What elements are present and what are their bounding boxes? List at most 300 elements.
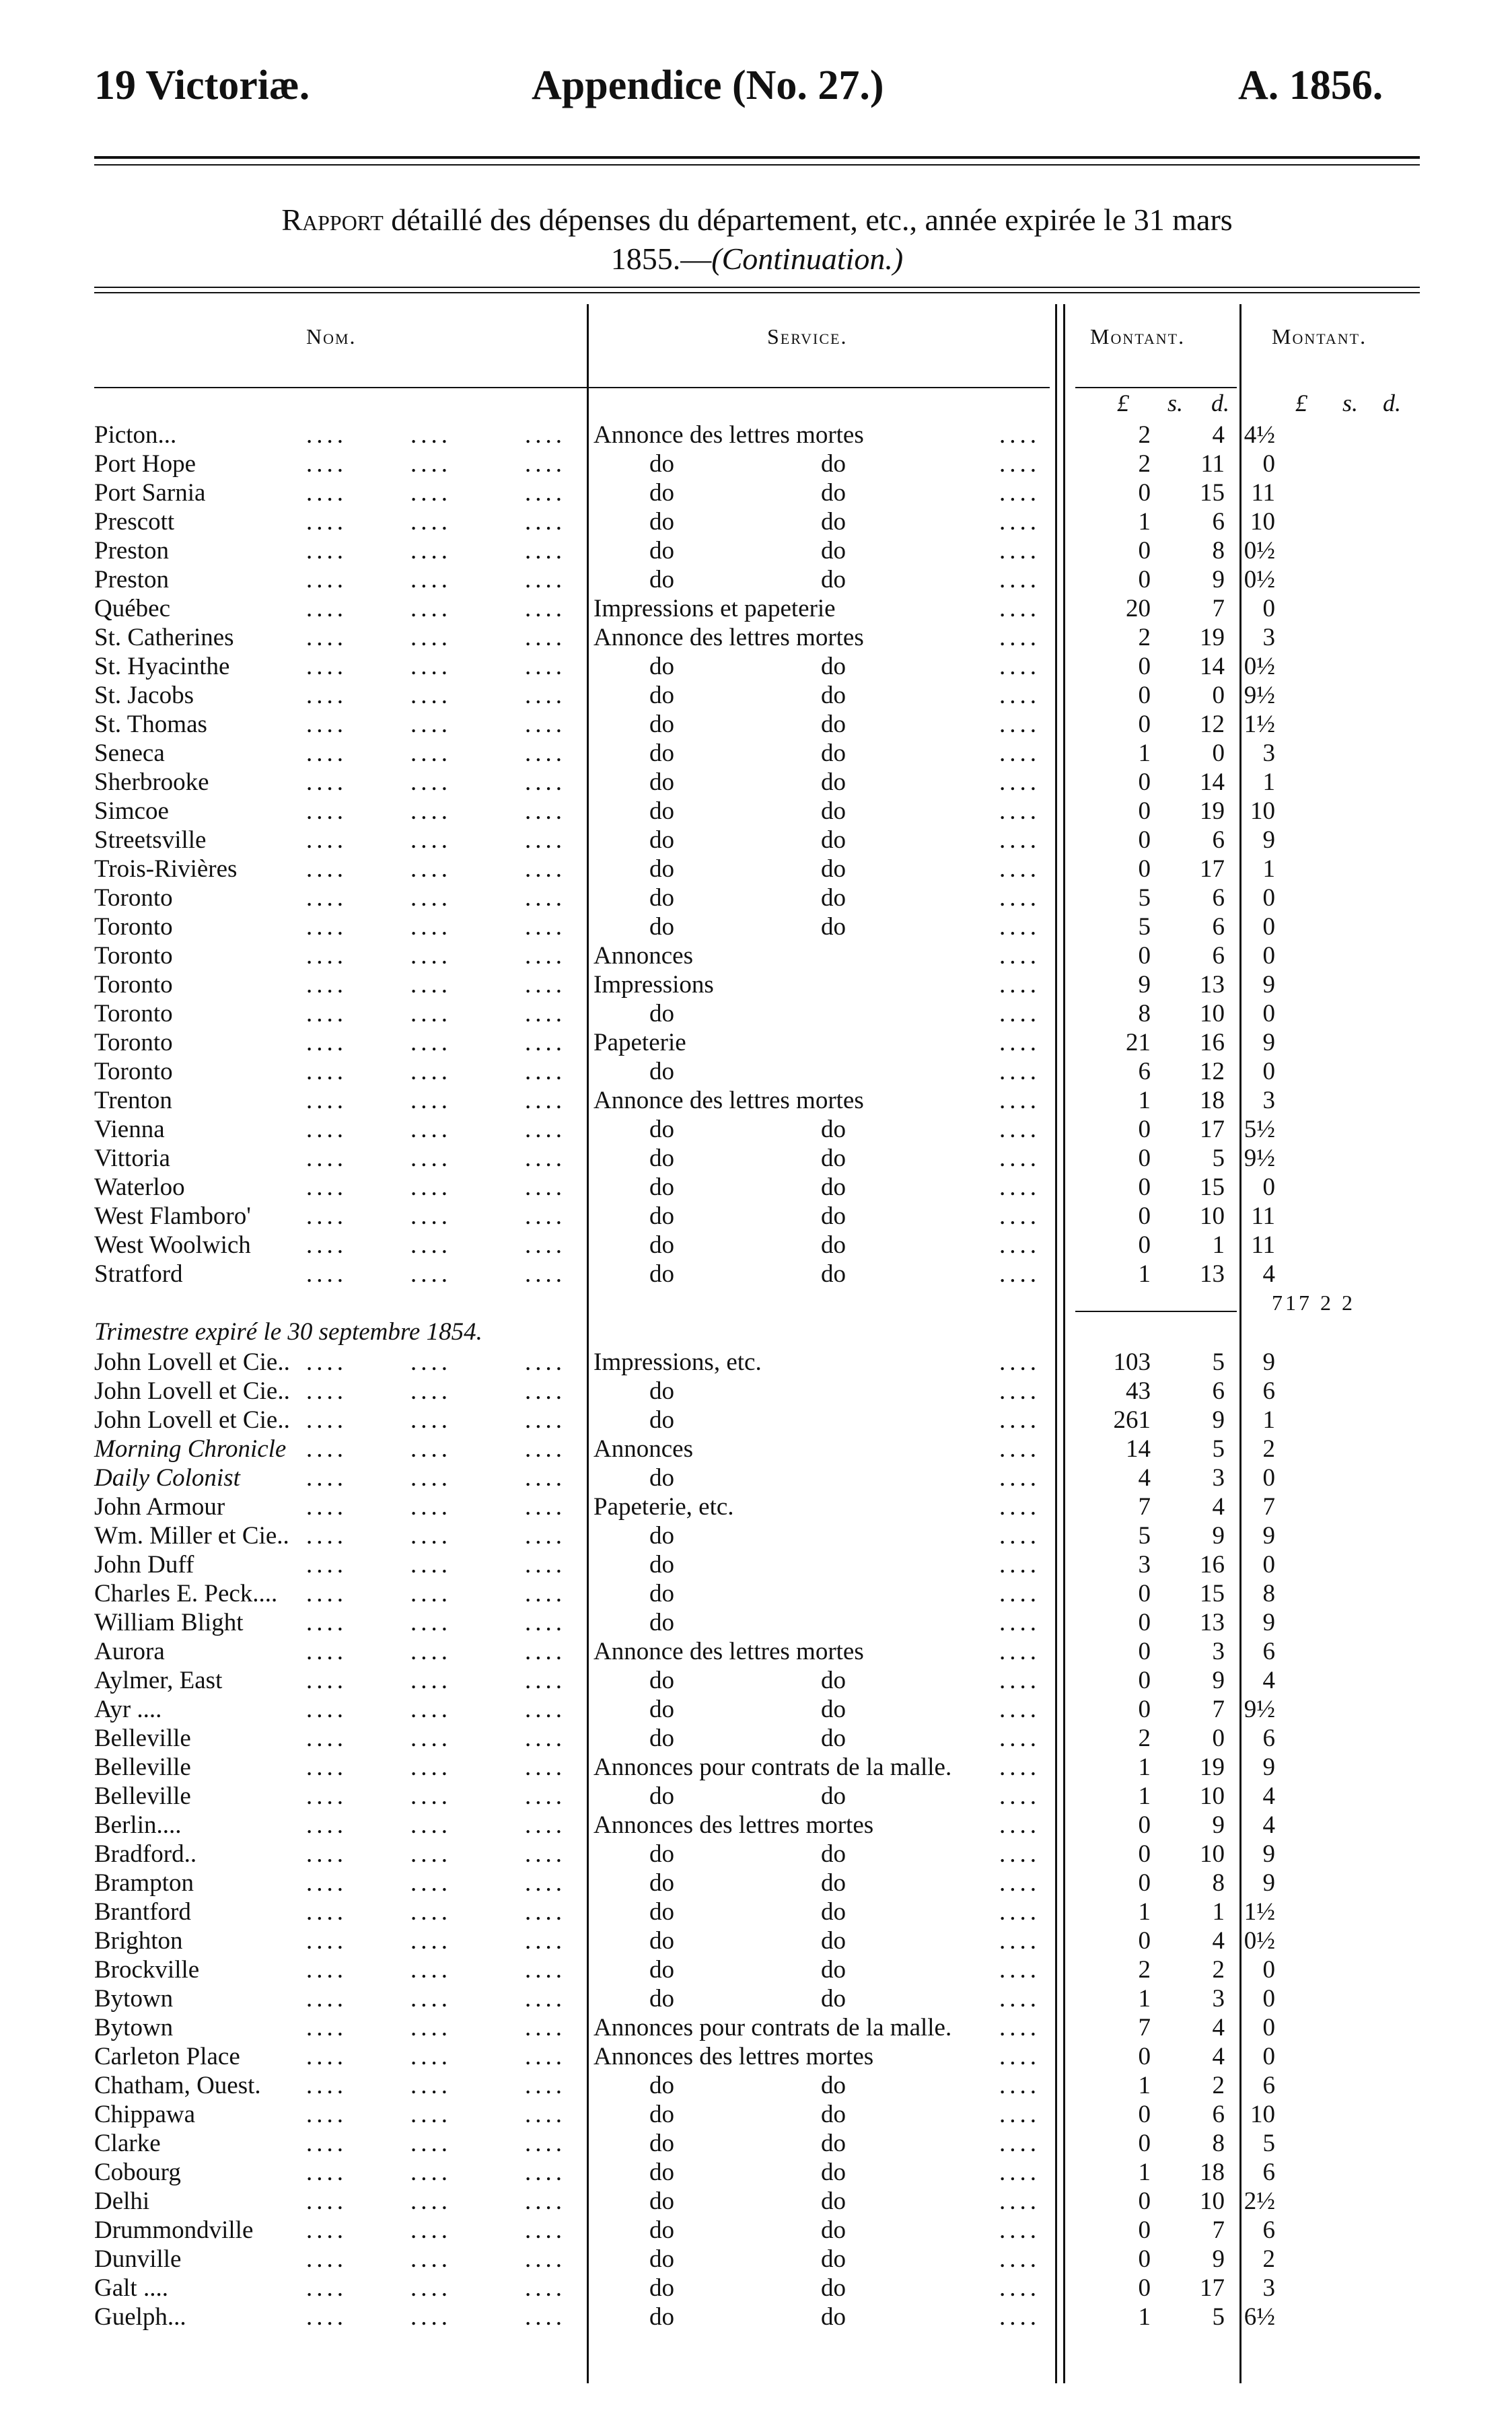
leader-dots: .... (306, 1956, 347, 1984)
service-ditto-2: do (821, 508, 846, 536)
amount-pence: 6 (1262, 1638, 1275, 1665)
column-header-amount: Montant. (1090, 324, 1186, 349)
amount-shillings: 9 (1212, 566, 1225, 593)
leader-dots: .... (410, 826, 452, 854)
amount-pounds: 0 (1138, 942, 1151, 970)
amount-shillings: 6 (1212, 884, 1225, 912)
leader-dots: .... (525, 450, 566, 478)
leader-dots: .... (306, 2159, 347, 2186)
amount-pounds: 0 (1138, 2245, 1151, 2273)
payee-name: Trenton (94, 1087, 172, 1114)
leader-dots: .... (525, 421, 566, 449)
leader-dots: .... (410, 1116, 452, 1143)
amount-pence: 11 (1251, 1231, 1275, 1259)
leader-dots: .... (525, 884, 566, 912)
amount-pounds: 0 (1138, 768, 1151, 796)
amount-pence: 6 (1262, 2159, 1275, 2186)
amount-pounds: 0 (1138, 1811, 1151, 1839)
service-ditto: do (649, 1782, 674, 1810)
amount-pounds: 6 (1138, 1058, 1151, 1085)
payee-name: St. Catherines (94, 624, 234, 651)
leader-dots: .... (525, 566, 566, 593)
payee-name: Belleville (94, 1753, 191, 1781)
service-description: Impressions et papeterie (593, 595, 836, 622)
service-ditto: do (649, 913, 674, 941)
leader-dots: .... (525, 1522, 566, 1550)
leader-dots: .... (525, 1116, 566, 1143)
amount-shillings: 3 (1212, 1985, 1225, 2013)
amount-pence: 5 (1262, 2130, 1275, 2157)
leader-dots: .... (410, 1348, 452, 1376)
payee-name: Belleville (94, 1782, 191, 1810)
payee-name: Wm. Miller et Cie.. (94, 1522, 289, 1550)
leader-dots: .... (410, 537, 452, 565)
service-ditto-2: do (821, 739, 846, 767)
leader-dots: .... (525, 1927, 566, 1955)
service-ditto: do (649, 855, 674, 883)
service-ditto-2: do (821, 2274, 846, 2302)
service-ditto-2: do (821, 768, 846, 796)
leader-dots: .... (306, 566, 347, 593)
leader-dots: .... (525, 479, 566, 507)
leader-dots: .... (999, 2014, 1040, 2041)
amount-pounds: 5 (1138, 884, 1151, 912)
amount-pounds: 0 (1138, 1145, 1151, 1172)
amount-pence: 9½ (1244, 1696, 1275, 1723)
amount-shillings: 6 (1212, 826, 1225, 854)
leader-dots: .... (306, 2216, 347, 2244)
leader-dots: .... (999, 1782, 1040, 1810)
leader-dots: .... (525, 1029, 566, 1056)
amount-pence: 3 (1262, 739, 1275, 767)
leader-dots: .... (999, 1202, 1040, 1230)
amount-shillings: 4 (1212, 2043, 1225, 2070)
leader-dots: .... (999, 595, 1040, 622)
service-description: Annonce des lettres mortes (593, 1638, 864, 1665)
leader-dots: .... (525, 711, 566, 738)
amount-shillings: 9 (1212, 1667, 1225, 1694)
service-description: Annonce des lettres mortes (593, 421, 864, 449)
amount-pence: 3 (1262, 624, 1275, 651)
leader-dots: .... (525, 1145, 566, 1172)
amount-pence: 9 (1262, 1029, 1275, 1056)
payee-name: Port Sarnia (94, 479, 206, 507)
service-ditto: do (649, 2216, 674, 2244)
amount-shillings: 10 (1200, 1000, 1225, 1027)
leader-dots: .... (999, 2101, 1040, 2128)
leader-dots: .... (999, 1956, 1040, 1984)
leader-dots: .... (410, 1464, 452, 1492)
amount-shillings: 14 (1200, 653, 1225, 680)
payee-name: Québec (94, 595, 170, 622)
leader-dots: .... (999, 1493, 1040, 1521)
amount-pence: 0½ (1244, 537, 1275, 565)
leader-dots: .... (999, 884, 1040, 912)
leader-dots: .... (525, 682, 566, 709)
leader-dots: .... (525, 2303, 566, 2331)
amount-pence: 0 (1262, 1000, 1275, 1027)
amount-pence: 0 (1262, 450, 1275, 478)
amount-shillings: 2 (1212, 1956, 1225, 1984)
leader-dots: .... (410, 1580, 452, 1607)
payee-name: Toronto (94, 1000, 173, 1027)
leader-dots: .... (525, 1696, 566, 1723)
leader-dots: .... (410, 2159, 452, 2186)
leader-dots: .... (306, 2130, 347, 2157)
leader-dots: .... (306, 1753, 347, 1781)
payee-name: Cobourg (94, 2159, 181, 2186)
amount-shillings: 13 (1200, 971, 1225, 999)
service-ditto-2: do (821, 913, 846, 941)
leader-dots: .... (410, 1231, 452, 1259)
service-ditto-2: do (821, 1956, 846, 1984)
leader-dots: .... (999, 1173, 1040, 1201)
subtotal-shillings: 2 (1320, 1291, 1334, 1315)
payee-name: St. Jacobs (94, 682, 194, 709)
column-header-service: Service. (767, 324, 848, 349)
leader-dots: .... (525, 1493, 566, 1521)
leader-dots: .... (306, 624, 347, 651)
amount-pounds: 1 (1138, 1782, 1151, 1810)
service-ditto-2: do (821, 537, 846, 565)
amount-pence: 0 (1262, 2043, 1275, 2070)
payee-name: Brighton (94, 1927, 183, 1955)
amount-shillings: 19 (1200, 1753, 1225, 1781)
leader-dots: .... (525, 942, 566, 970)
leader-dots: .... (410, 2274, 452, 2302)
amount-pounds: 9 (1138, 971, 1151, 999)
amount-pence: 1 (1262, 1406, 1275, 1434)
payee-name: Berlin.... (94, 1811, 182, 1839)
payee-name: Bytown (94, 1985, 174, 2013)
payee-name: Brantford (94, 1898, 191, 1926)
amount-pence: 10 (1250, 797, 1275, 825)
amount-pence: 0 (1262, 2014, 1275, 2041)
leader-dots: .... (306, 1348, 347, 1376)
payee-name: St. Hyacinthe (94, 653, 230, 680)
amount-pounds: 5 (1138, 913, 1151, 941)
leader-dots: .... (410, 971, 452, 999)
amount-pounds: 8 (1138, 1000, 1151, 1027)
service-ditto: do (649, 508, 674, 536)
service-ditto-2: do (821, 1667, 846, 1694)
amount-pence: 2 (1262, 1435, 1275, 1463)
service-description: Impressions, etc. (593, 1348, 762, 1376)
leader-dots: .... (410, 1522, 452, 1550)
leader-dots: .... (306, 1058, 347, 1085)
service-description: Annonce des lettres mortes (593, 1087, 864, 1114)
amount-shillings: 7 (1212, 1696, 1225, 1723)
payee-name: Prescott (94, 508, 175, 536)
service-ditto-2: do (821, 450, 846, 478)
service-ditto: do (649, 566, 674, 593)
service-ditto: do (649, 826, 674, 854)
service-ditto: do (649, 1145, 674, 1172)
payee-name: Guelph... (94, 2303, 186, 2331)
amount-shillings: 6 (1212, 913, 1225, 941)
payee-name: Vienna (94, 1116, 165, 1143)
amount-pounds: 2 (1138, 421, 1151, 449)
service-ditto-2: do (821, 2187, 846, 2215)
amount-shillings: 12 (1200, 711, 1225, 738)
service-ditto: do (649, 1116, 674, 1143)
leader-dots: .... (525, 797, 566, 825)
leader-dots: .... (306, 739, 347, 767)
amount-pence: 4 (1262, 1667, 1275, 1694)
payee-name: Toronto (94, 971, 173, 999)
amount-shillings: 16 (1200, 1029, 1225, 1056)
amount-pence: 10 (1250, 2101, 1275, 2128)
amount-shillings: 5 (1212, 1348, 1225, 1376)
unit-pence: d. (1211, 390, 1229, 417)
leader-dots: .... (999, 1725, 1040, 1752)
leader-dots: .... (410, 1985, 452, 2013)
service-ditto-2: do (821, 1869, 846, 1897)
service-ditto: do (649, 1406, 674, 1434)
payee-name: Trois-Rivières (94, 855, 238, 883)
leader-dots: .... (306, 1609, 347, 1636)
service-ditto: do (649, 537, 674, 565)
leader-dots: .... (410, 1173, 452, 1201)
leader-dots: .... (999, 508, 1040, 536)
amount-shillings: 0 (1212, 1725, 1225, 1752)
leader-dots: .... (525, 1202, 566, 1230)
service-ditto: do (649, 2159, 674, 2186)
amount-pounds: 0 (1138, 479, 1151, 507)
service-ditto-2: do (821, 2245, 846, 2273)
leader-dots: .... (306, 2014, 347, 2041)
amount-pence: 9½ (1244, 682, 1275, 709)
leader-dots: .... (525, 1869, 566, 1897)
service-ditto-2: do (821, 1927, 846, 1955)
service-ditto-2: do (821, 1202, 846, 1230)
leader-dots: .... (999, 942, 1040, 970)
leader-dots: .... (525, 1638, 566, 1665)
leader-dots: .... (306, 1435, 347, 1463)
leader-dots: .... (410, 1377, 452, 1405)
amount-shillings: 1 (1212, 1231, 1225, 1259)
amount-pounds: 1 (1138, 1260, 1151, 1288)
report-title-text: détaillé des dépenses du département, etc., année expirée le 31 mars (391, 203, 1233, 237)
leader-dots: .... (410, 595, 452, 622)
payee-name: Ayr .... (94, 1696, 162, 1723)
leader-dots: .... (999, 1580, 1040, 1607)
amount-pounds: 0 (1138, 1202, 1151, 1230)
leader-dots: .... (525, 1753, 566, 1781)
service-ditto: do (649, 1260, 674, 1288)
service-description: Annonces (593, 942, 693, 970)
service-ditto: do (649, 768, 674, 796)
leader-dots: .... (999, 1667, 1040, 1694)
amount-pounds: 0 (1138, 855, 1151, 883)
leader-dots: .... (410, 682, 452, 709)
leader-dots: .... (999, 537, 1040, 565)
page-header-center: Appendice (No. 27.) (532, 63, 884, 108)
amount-shillings: 8 (1212, 1869, 1225, 1897)
amount-pounds: 4 (1138, 1464, 1151, 1492)
amount-pounds: 2 (1138, 1956, 1151, 1984)
leader-dots: .... (525, 1464, 566, 1492)
leader-dots: .... (999, 1231, 1040, 1259)
amount-pence: 0½ (1244, 566, 1275, 593)
leader-dots: .... (410, 2101, 452, 2128)
leader-dots: .... (410, 739, 452, 767)
amount-pence: 11 (1251, 479, 1275, 507)
subtotal-amount (1272, 1291, 1355, 1315)
service-ditto-2: do (821, 566, 846, 593)
leader-dots: .... (525, 1667, 566, 1694)
leader-dots: .... (410, 2245, 452, 2273)
amount-pence: 4 (1262, 1782, 1275, 1810)
amount-shillings: 5 (1212, 1145, 1225, 1172)
payee-name: Charles E. Peck.... (94, 1580, 278, 1607)
amount-pounds: 0 (1138, 1231, 1151, 1259)
leader-dots: .... (410, 855, 452, 883)
service-ditto-2: do (821, 1173, 846, 1201)
amount-pence: 0 (1262, 913, 1275, 941)
leader-dots: .... (306, 1522, 347, 1550)
amount-shillings: 6 (1212, 508, 1225, 536)
service-ditto-2: do (821, 826, 846, 854)
service-ditto: do (649, 739, 674, 767)
leader-dots: .... (410, 1609, 452, 1636)
leader-dots: .... (306, 421, 347, 449)
leader-dots: .... (306, 1377, 347, 1405)
leader-dots: .... (999, 1000, 1040, 1027)
leader-dots: .... (410, 624, 452, 651)
leader-dots: .... (306, 1898, 347, 1926)
leader-dots: .... (999, 2303, 1040, 2331)
leader-dots: .... (306, 1116, 347, 1143)
amount-pence: 6 (1262, 1725, 1275, 1752)
amount-pounds: 0 (1138, 1840, 1151, 1868)
leader-dots: .... (306, 2274, 347, 2302)
payee-name: Brampton (94, 1869, 194, 1897)
leader-dots: .... (999, 971, 1040, 999)
leader-dots: .... (525, 2216, 566, 2244)
leader-dots: .... (306, 595, 347, 622)
leader-dots: .... (306, 1927, 347, 1955)
leader-dots: .... (999, 1811, 1040, 1839)
amount-shillings: 5 (1212, 1435, 1225, 1463)
leader-dots: .... (999, 1638, 1040, 1665)
payee-name: Toronto (94, 913, 173, 941)
service-ditto: do (649, 711, 674, 738)
leader-dots: .... (999, 1260, 1040, 1288)
service-description: Annonce des lettres mortes (593, 624, 864, 651)
leader-dots: .... (306, 537, 347, 565)
leader-dots: .... (525, 2159, 566, 2186)
leader-dots: .... (525, 2101, 566, 2128)
amount-pounds: 14 (1126, 1435, 1151, 1463)
header-rule-top (94, 156, 1420, 159)
leader-dots: .... (306, 1464, 347, 1492)
service-ditto: do (649, 2245, 674, 2273)
amount-pounds: 2 (1138, 450, 1151, 478)
leader-dots: .... (525, 624, 566, 651)
leader-dots: .... (525, 826, 566, 854)
service-ditto: do (649, 1173, 674, 1201)
amount-pounds: 7 (1138, 2014, 1151, 2041)
payee-name: John Lovell et Cie.. (94, 1406, 290, 1434)
payee-name: Chippawa (94, 2101, 196, 2128)
amount-shillings: 15 (1200, 1580, 1225, 1607)
column-header-name: Nom. (306, 324, 357, 349)
amount-shillings: 10 (1200, 1782, 1225, 1810)
unit-pounds: £ (1117, 390, 1129, 417)
unit-shillings-total: s. (1342, 390, 1359, 417)
service-ditto: do (649, 1869, 674, 1897)
amount-pounds: 0 (1138, 2130, 1151, 2157)
report-title-line2 (94, 241, 1420, 277)
leader-dots: .... (410, 1753, 452, 1781)
amount-shillings: 7 (1212, 595, 1225, 622)
payee-name: John Armour (94, 1493, 225, 1521)
service-ditto: do (649, 1898, 674, 1926)
column-header-rule-amount (1075, 387, 1237, 388)
service-ditto: do (649, 1927, 674, 1955)
leader-dots: .... (306, 826, 347, 854)
payee-name: Picton... (94, 421, 177, 449)
amount-pounds: 1 (1138, 2072, 1151, 2099)
service-ditto: do (649, 1725, 674, 1752)
leader-dots: .... (410, 1956, 452, 1984)
amount-pence: 6 (1262, 2072, 1275, 2099)
service-ditto: do (649, 2274, 674, 2302)
leader-dots: .... (410, 2072, 452, 2099)
amount-pounds: 7 (1138, 1493, 1151, 1521)
leader-dots: .... (410, 2014, 452, 2041)
divider-name-service (587, 304, 589, 2383)
leader-dots: .... (525, 1231, 566, 1259)
leader-dots: .... (999, 450, 1040, 478)
leader-dots: .... (525, 971, 566, 999)
leader-dots: .... (999, 2245, 1040, 2273)
service-ditto-2: do (821, 1985, 846, 2013)
leader-dots: .... (410, 2216, 452, 2244)
amount-pence: 9 (1262, 826, 1275, 854)
service-ditto-2: do (821, 479, 846, 507)
leader-dots: .... (525, 768, 566, 796)
amount-shillings: 7 (1212, 2216, 1225, 2244)
service-ditto-2: do (821, 884, 846, 912)
payee-name: John Lovell et Cie.. (94, 1348, 290, 1376)
amount-pounds: 0 (1138, 1580, 1151, 1607)
amount-pence: 4 (1262, 1260, 1275, 1288)
amount-shillings: 8 (1212, 537, 1225, 565)
leader-dots: .... (999, 1753, 1040, 1781)
leader-dots: .... (525, 1406, 566, 1434)
service-ditto-2: do (821, 2303, 846, 2331)
amount-shillings: 1 (1212, 1898, 1225, 1926)
amount-pounds: 5 (1138, 1522, 1151, 1550)
payee-name: Bytown (94, 2014, 174, 2041)
payee-name: Sherbrooke (94, 768, 209, 796)
amount-pounds: 2 (1138, 1725, 1151, 1752)
service-ditto: do (649, 450, 674, 478)
service-ditto-2: do (821, 855, 846, 883)
leader-dots: .... (306, 682, 347, 709)
amount-pounds: 1 (1138, 1087, 1151, 1114)
amount-shillings: 11 (1200, 450, 1225, 478)
leader-dots: .... (999, 1696, 1040, 1723)
leader-dots: .... (999, 711, 1040, 738)
service-ditto-2: do (821, 2130, 846, 2157)
amount-pence: 0 (1262, 884, 1275, 912)
amount-shillings: 18 (1200, 2159, 1225, 2186)
service-ditto-2: do (821, 1116, 846, 1143)
payee-name: West Woolwich (94, 1231, 251, 1259)
